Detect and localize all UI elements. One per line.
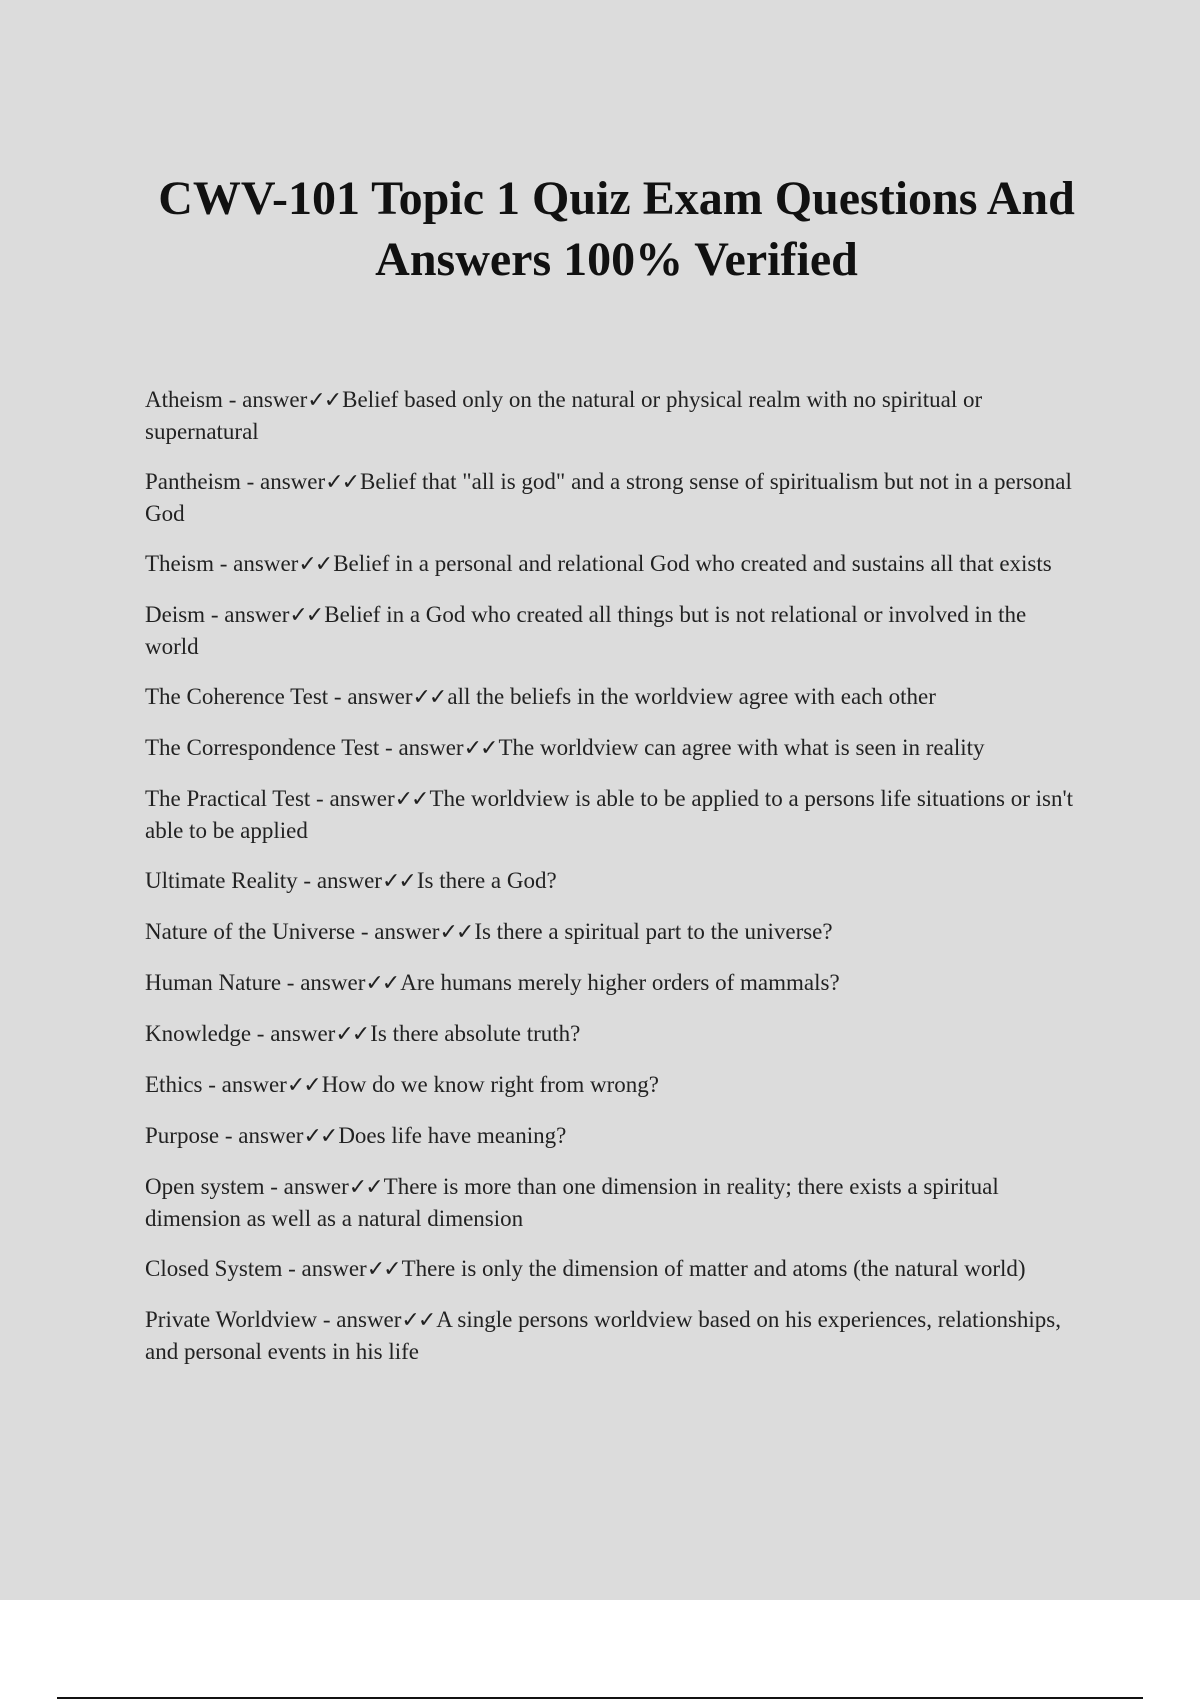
qa-term: Pantheism [145,469,241,494]
double-checkmark-icon: ✓✓ [286,1073,320,1098]
qa-definition: Belief based only on the natural or physical realm with no spiritual or supernatural [145,387,983,444]
qa-separator: - [297,868,317,893]
qa-separator: - [205,602,225,627]
qa-definition: A single persons worldview based on his experiences, relationships, and personal events in his life [145,1307,1062,1364]
qa-answer-keyword: answer [242,387,308,412]
qa-separator: - [251,1021,271,1046]
qa-definition: The worldview can agree with what is seen in reality [498,735,985,760]
qa-separator: - [219,1123,239,1148]
qa-term: Closed System [145,1256,283,1281]
qa-separator: - [328,684,348,709]
qa-answer-keyword: answer [329,786,395,811]
qa-separator: - [310,786,330,811]
double-checkmark-icon: ✓✓ [401,1308,435,1333]
document-title: CWV-101 Topic 1 Quiz Exam Questions And Answers 100% Verified [158,172,1075,286]
qa-item [145,548,1085,580]
qa-item [145,681,1085,713]
qa-item [145,732,1085,764]
qa-definition: There is more than one dimension in reality; there exists a spiritual dimension as well as a natural dimension [145,1174,999,1231]
double-checkmark-icon: ✓✓ [348,1175,382,1200]
qa-item [145,1120,1085,1152]
qa-definition: Is there a spiritual part to the universe? [474,919,833,944]
qa-term: Knowledge [145,1021,252,1046]
qa-item [145,1069,1085,1101]
footer-divider [57,1697,1143,1699]
qa-separator: - [355,919,375,944]
qa-term: Deism [145,602,206,627]
qa-separator: - [202,1072,222,1097]
qa-definition: The worldview is able to be applied to a persons life situations or isn't able to be applied [145,786,1074,843]
qa-separator: - [282,1256,302,1281]
qa-definition: There is only the dimension of matter and atoms (the natural world) [401,1256,1026,1281]
qa-item [145,599,1085,662]
qa-answer-keyword: answer [347,684,413,709]
qa-term: Ultimate Reality [145,868,298,893]
qa-answer-keyword: answer [224,602,290,627]
qa-separator: - [281,970,301,995]
qa-term: Nature of the Universe [145,919,356,944]
qa-definition: Does life have meaning? [338,1123,567,1148]
qa-definition: How do we know right from wrong? [321,1072,659,1097]
qa-answer-keyword: answer [221,1072,287,1097]
qa-item [145,1253,1085,1285]
double-checkmark-icon: ✓✓ [307,388,341,413]
qa-definition: Belief in a personal and relational God who created and sustains all that exists [333,551,1052,576]
qa-definition: Belief in a God who created all things but is not relational or involved in the world [145,602,1027,659]
qa-item [145,783,1085,846]
qa-list [145,384,1085,1386]
qa-separator: - [214,551,234,576]
double-checkmark-icon: ✓✓ [381,869,415,894]
qa-answer-keyword: answer [374,919,440,944]
qa-separator: - [240,469,261,494]
qa-term: Purpose [145,1123,220,1148]
qa-separator: - [264,1174,284,1199]
qa-item [145,916,1085,948]
qa-item [145,1171,1085,1234]
double-checkmark-icon: ✓✓ [412,685,446,710]
qa-item [145,1304,1085,1367]
qa-definition: Are humans merely higher orders of mammals? [400,970,840,995]
qa-term: Theism [145,551,214,576]
double-checkmark-icon: ✓✓ [298,552,332,577]
qa-answer-keyword: answer [233,551,299,576]
qa-term: Atheism [145,387,223,412]
qa-separator: - [379,735,399,760]
double-checkmark-icon: ✓✓ [289,603,323,628]
qa-definition: Is there absolute truth? [370,1021,581,1046]
qa-term: Human Nature [145,970,282,995]
double-checkmark-icon: ✓✓ [365,971,399,996]
qa-definition: Belief that "all is god" and a strong sense of spiritualism but not in a personal God [145,469,1072,526]
qa-item [145,865,1085,897]
qa-term: The Practical Test [145,786,311,811]
double-checkmark-icon: ✓✓ [325,470,359,495]
qa-answer-keyword: answer [238,1123,304,1148]
qa-separator: - [222,387,243,412]
qa-answer-keyword: answer [270,1021,336,1046]
qa-answer-keyword: answer [316,868,382,893]
qa-answer-keyword: answer [336,1307,402,1332]
qa-answer-keyword: answer [301,1256,367,1281]
qa-answer-keyword: answer [283,1174,349,1199]
qa-term: Private Worldview [145,1307,318,1332]
qa-term: The Coherence Test [145,684,329,709]
qa-item [145,466,1085,529]
qa-answer-keyword: answer [300,970,366,995]
double-checkmark-icon: ✓✓ [366,1257,400,1282]
qa-item [145,384,1085,447]
double-checkmark-icon: ✓✓ [335,1022,369,1047]
qa-definition: all the beliefs in the worldview agree with each other [447,684,936,709]
qa-term: Open system [145,1174,265,1199]
qa-item [145,1018,1085,1050]
qa-answer-keyword: answer [260,469,326,494]
qa-answer-keyword: answer [398,735,464,760]
double-checkmark-icon: ✓✓ [439,920,473,945]
qa-term: The Correspondence Test [145,735,380,760]
qa-separator: - [317,1307,337,1332]
double-checkmark-icon: ✓✓ [303,1124,337,1149]
qa-item [145,967,1085,999]
qa-definition: Is there a God? [416,868,557,893]
qa-term: Ethics [145,1072,203,1097]
double-checkmark-icon: ✓✓ [463,736,497,761]
double-checkmark-icon: ✓✓ [394,787,428,812]
